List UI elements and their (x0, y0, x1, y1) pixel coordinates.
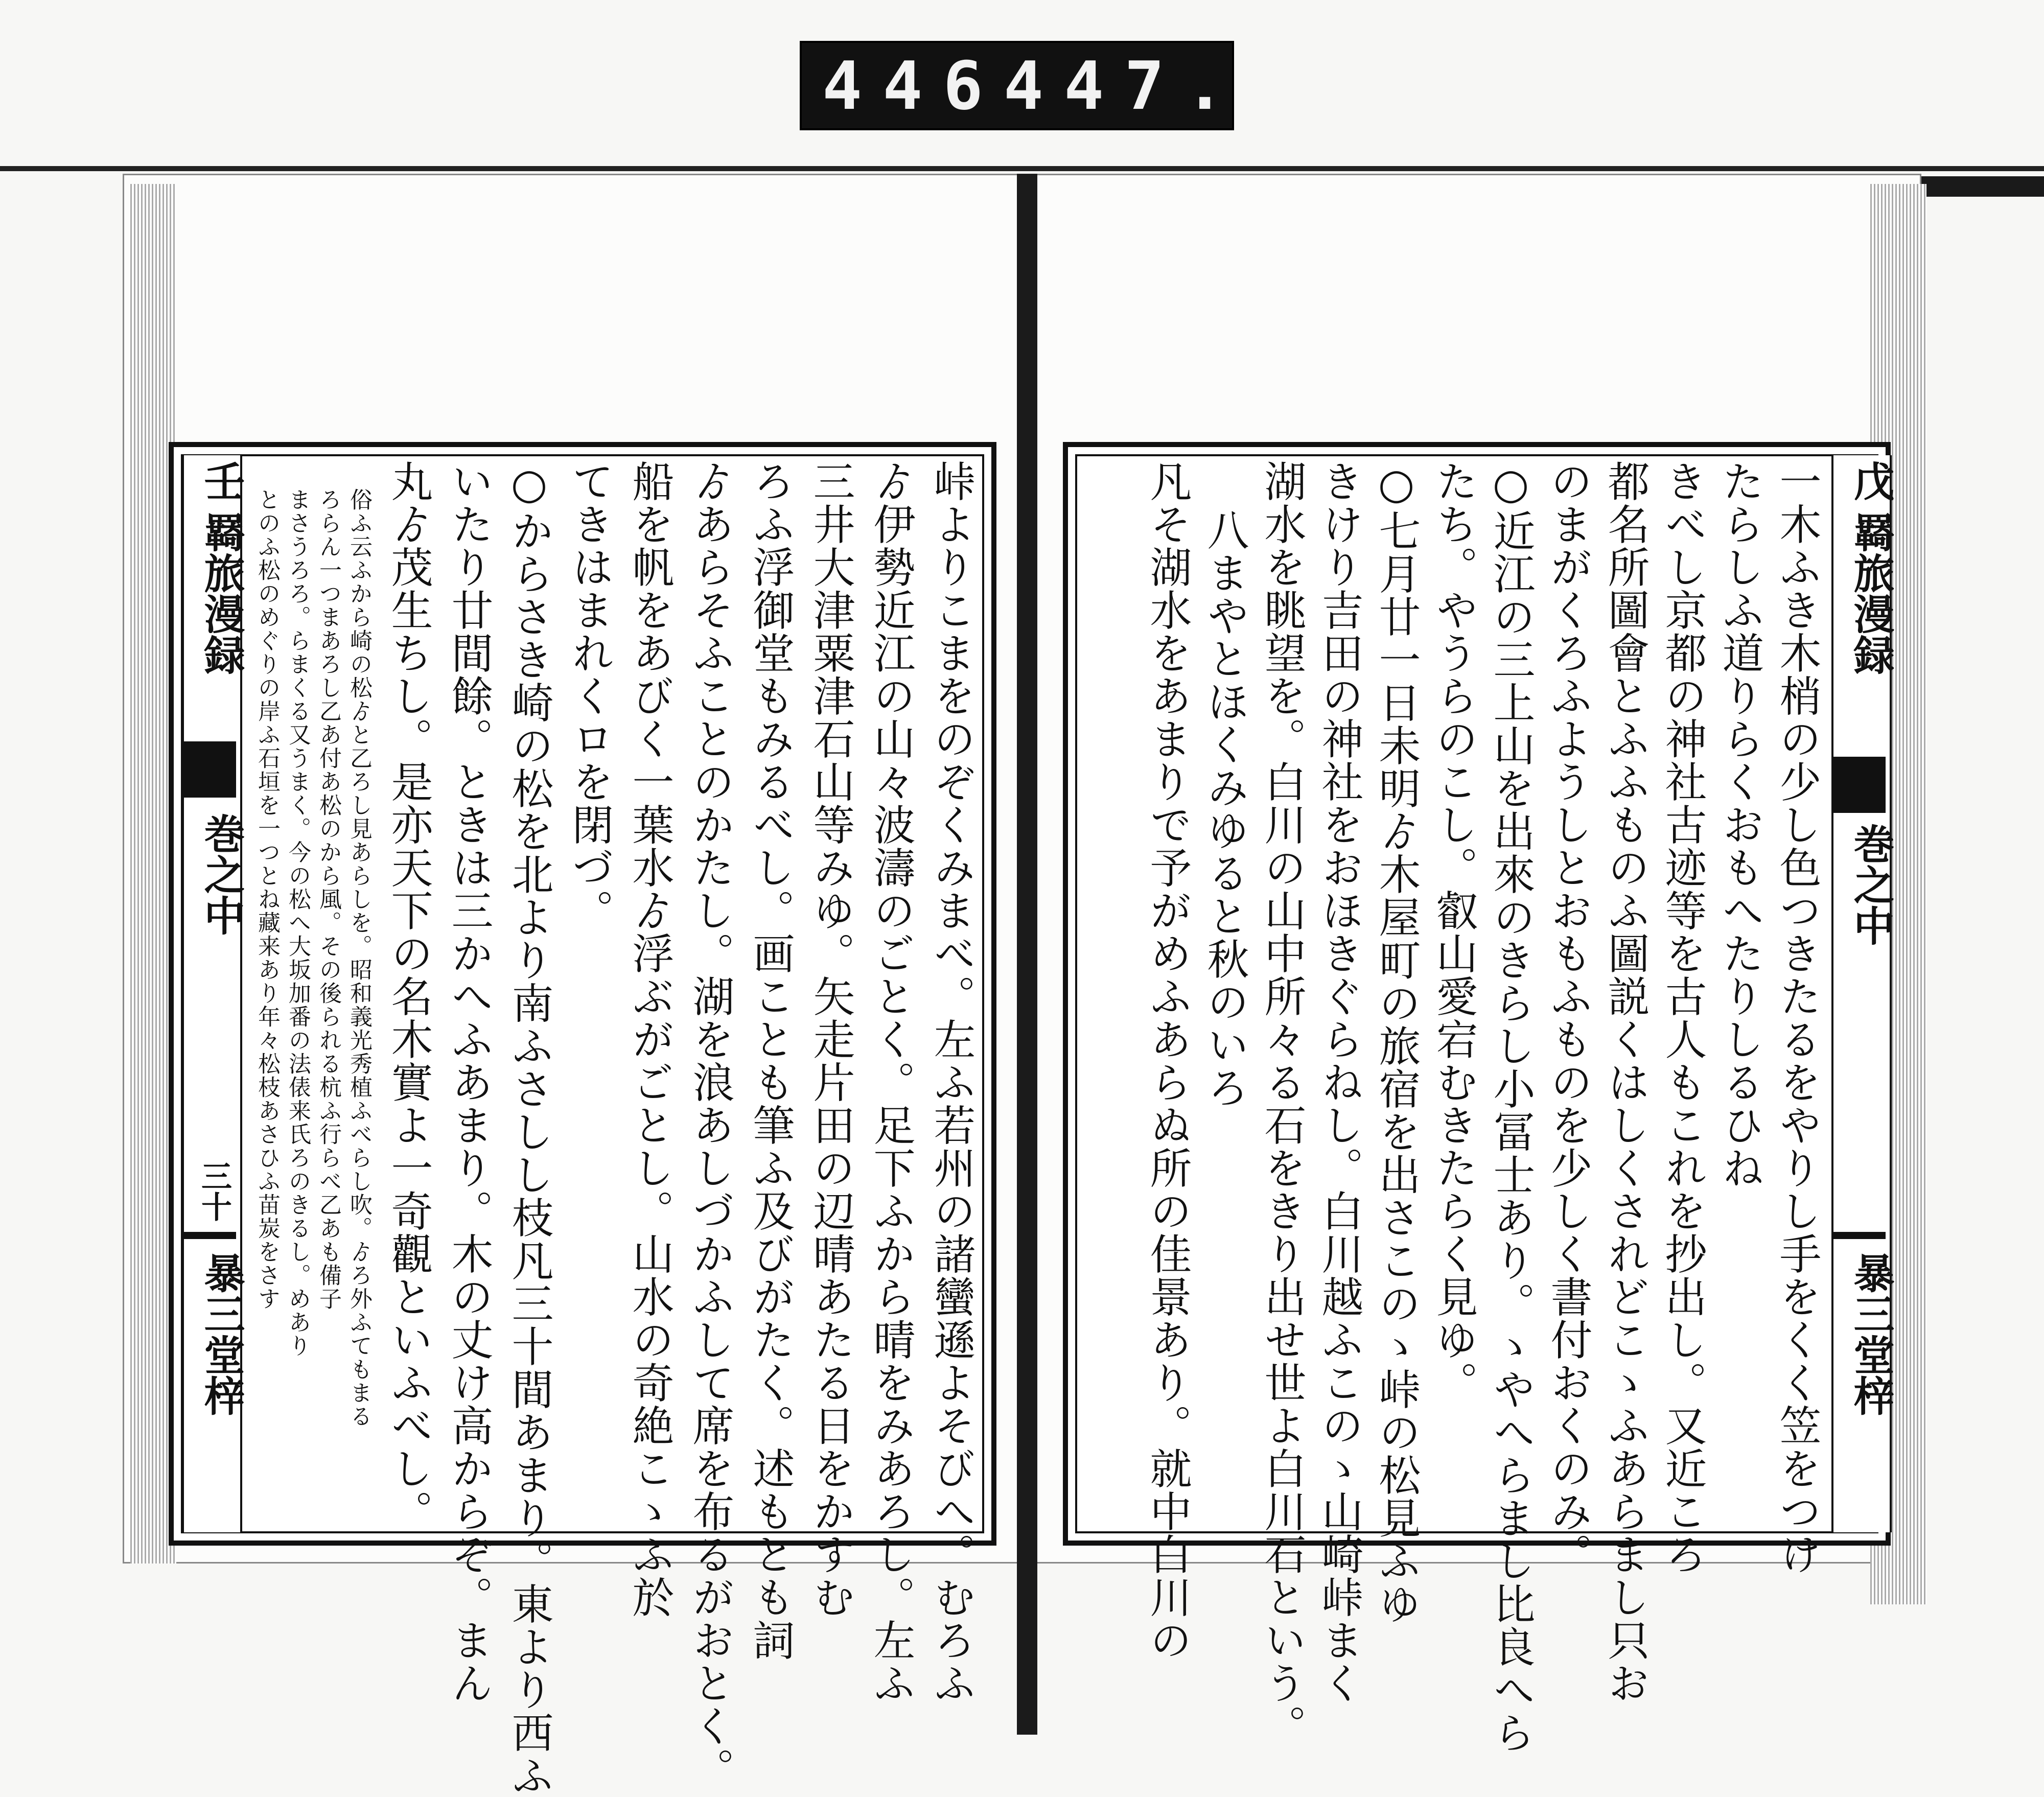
left-note-column: とのふ松のめぐりの岸ふ石垣を一つとね藏来あり年々松枝あさひふ苗炭をさす (254, 488, 280, 1311)
right-text-column: たち。やうらのこし。叡山愛宕むきたらく見ゆ。 (1429, 460, 1478, 1404)
right-top-mark: 戊 (1847, 460, 1895, 501)
page-number-label (800, 41, 1245, 130)
book-top-edge (0, 166, 2044, 171)
left-note-column: まさうろろ。らまくる又うまく。今の松へ大坂加番の法俵来氏ろのきるし。めあり (285, 488, 311, 1358)
left-text-column: いたり廿間餘。ときは三かへふあまり。木の丈け高からぞ。まん (445, 460, 493, 1705)
left-note-column: 俗ふ云ふから崎の松ゟと乙ろし見あらしを。昭和義光秀植ふべらし吹。ゟろ外ふてもまる (346, 488, 372, 1428)
left-margin-strip (182, 455, 245, 1532)
left-text-column: てきはまれくロを閉づ。 (565, 460, 614, 932)
book-spine (1017, 174, 1037, 1735)
left-text-column: ろふ浮御堂もみるべし。画ことも筆ふ及びがたく。述もとも詞 (746, 460, 795, 1662)
left-text-column: ○からさき崎の松を北より南ふさしし枝凡三十間あまり。東より西ふ (505, 460, 553, 1797)
left-volume: 巻之中 (197, 813, 245, 936)
right-text-column: ○近江の三上山を出來のきらし小冨士あり。ゝやへらまし比良へら (1486, 460, 1535, 1754)
left-text-column: ゟあらそふことのかたし。湖を浪あしづかふして席を布るがおとく。 (686, 460, 734, 1790)
right-text-frame (1063, 442, 1895, 1754)
left-page-number: 446 (822, 46, 1004, 125)
right-poem-column: 八まやとほくみゆると秋のいろ (1200, 508, 1249, 1109)
right-text-column: 凡そ湖水をあまりで予がめふあらぬ所の佳景あり。就中白川の (1143, 460, 1192, 1662)
right-book-title: 羇旅漫録 (1847, 511, 1895, 675)
right-text-column: ○七月廿一日未明ゟ木屋町の旅宿を出さこのゝ峠の松見ふゆ (1372, 460, 1421, 1625)
right-strip-rule (1833, 1232, 1886, 1239)
right-text-column: 一木ふき木梢の少し色つきたるをやりし手をくく笠をつけ (1773, 460, 1821, 1576)
left-top-mark: 壬 (197, 460, 245, 501)
left-text-column: 三井大津粟津石山等みゆ。矢走片田の辺晴あたる日をかすむ (806, 460, 855, 1619)
right-text-column: のまがくろふようしとおもふものを少しく書付おくのみ。 (1544, 460, 1592, 1576)
left-note-column: ろらん一つまあろし乙あ付あ松のから風。その後られる杭ふ行らべ乙あも備子 (315, 488, 341, 1311)
right-text-column: 都名所圖會とふふものふ圖説くはしくされどこゝふあらまし只お (1601, 460, 1650, 1705)
right-text-column: きべし京都の神社古迹等を古人もこれを抄出し。又近ころ (1658, 460, 1707, 1576)
left-strip-rule (184, 1232, 236, 1239)
left-text-column: ゟ伊勢近江の山々波濤のごとく。足下ふから晴をみあろし。左ふ (867, 460, 915, 1705)
right-volume: 巻之中 (1847, 823, 1895, 946)
left-publisher: 暴三堂梓 (197, 1252, 245, 1416)
right-margin-strip (1831, 455, 1895, 1532)
left-text-column: 船を帆をあびく一葉水ゟ浮ぶがごとし。山水の奇絶こゝふ於 (625, 460, 674, 1619)
right-text-column: 湖水を眺望を。白川の山中所々る石をきり出せ世よ白川石という。 (1258, 460, 1306, 1747)
left-text-frame (169, 442, 996, 1797)
left-book-title: 羇旅漫録 (197, 511, 245, 675)
left-strip-black-block (184, 741, 236, 798)
right-strip-black-block (1833, 757, 1886, 813)
right-publisher: 暴三堂梓 (1847, 1252, 1895, 1416)
left-text-column: 峠よりこまをのぞくみまべ。左ふ若州の諸蠻遜よそびへ。むろふ (927, 460, 975, 1705)
right-text-column: きけり吉田の神社をおほきぐらねし。白川越ふこのゝ山崎峠まく (1315, 460, 1363, 1705)
right-page-number: 447. (1003, 46, 1245, 125)
left-folio-number: 三十 (196, 1160, 232, 1222)
left-text-column: 丸ゟ茂生ちし。是亦天下の名木實よ一奇觀といふべし。 (384, 460, 433, 1533)
right-text-column: たらしふ道りらくおもへたりしるひね (1715, 460, 1764, 1189)
